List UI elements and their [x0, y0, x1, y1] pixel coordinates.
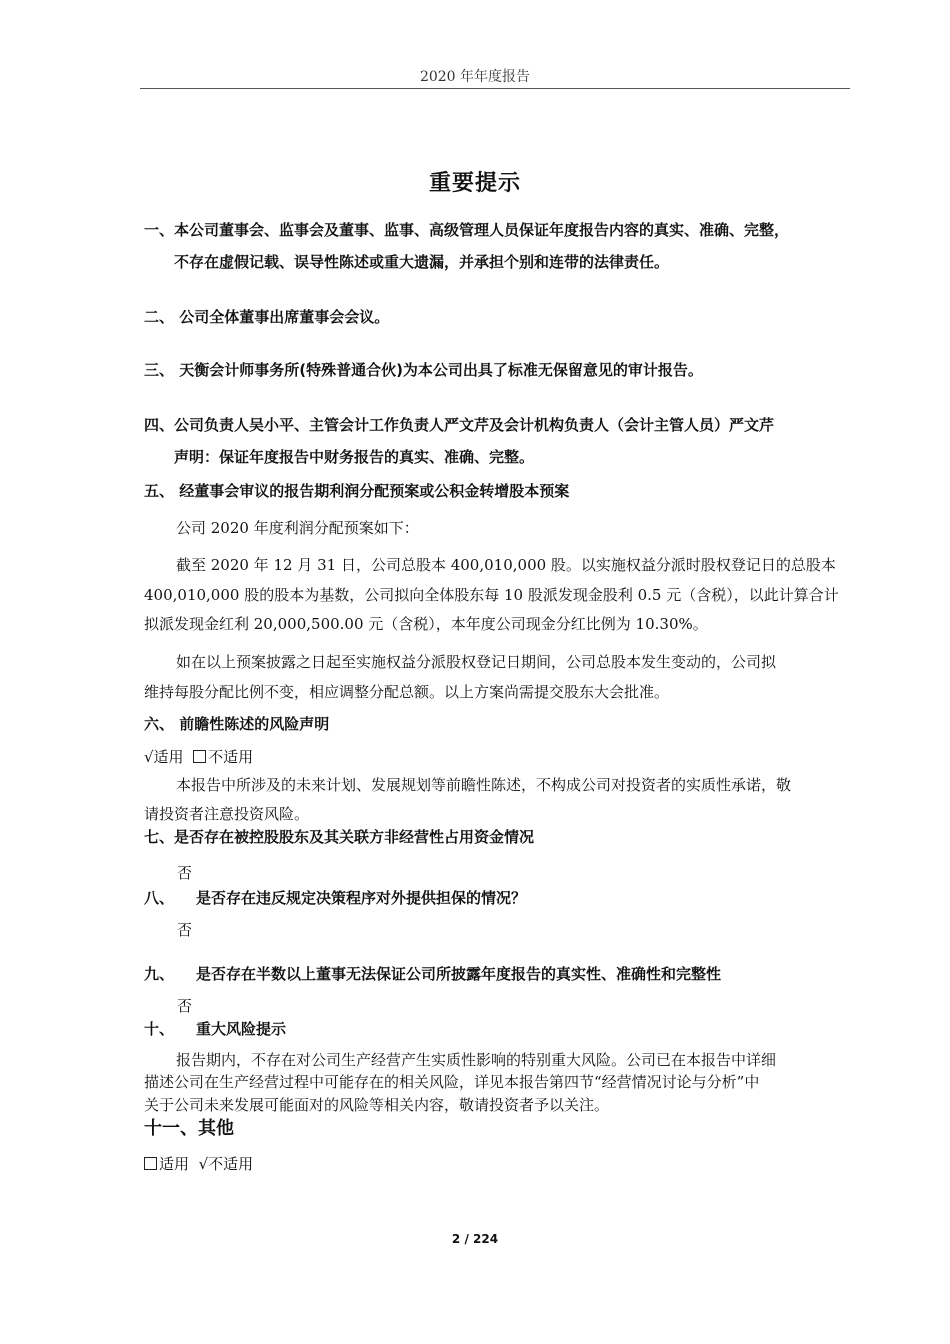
section-4-line1: 四、公司负责人吴小平、主管会计工作负责人严文芹及会计机构负责人（会计主管人员）严文芹 [144, 416, 775, 434]
section-11-heading: 十一、其他 [144, 1118, 234, 1139]
section-5-p3-line1: 如在以上预案披露之日起至实施权益分派股权登记日期间，公司总股本发生变动的，公司拟 [176, 653, 777, 671]
page-header: 2020 年年度报告 [419, 69, 531, 85]
section-10-p-line2: 描述公司在生产经营过程中可能存在的相关风险，详见本报告第四节“经营情况讨论与分析”中 [144, 1073, 760, 1091]
section-10-p-line1: 报告期内，不存在对公司生产经营产生实质性影响的特别重大风险。公司已在本报告中详细 [176, 1051, 777, 1069]
section-6-na-checkbox [193, 750, 206, 763]
section-3: 三、 天衡会计师事务所(特殊普通合伙)为本公司出具了标准无保留意见的审计报告。 [144, 361, 703, 379]
section-6-p-line1: 本报告中所涉及的未来计划、发展规划等前瞻性陈述，不构成公司对投资者的实质性承诺，敬 [176, 776, 792, 794]
header-divider [140, 88, 850, 89]
section-11-applicable-label: 适用 [159, 1155, 190, 1173]
section-9-answer: 否 [177, 997, 193, 1015]
section-7-answer: 否 [177, 864, 193, 882]
section-2: 二、 公司全体董事出席董事会会议。 [144, 308, 390, 326]
section-10-p-line3: 关于公司未来发展可能面对的风险等相关内容，敬请投资者予以关注。 [144, 1096, 610, 1114]
page-number: 2 / 224 [451, 1232, 499, 1246]
section-11-checkboxes [144, 1153, 253, 1174]
section-5-p2-line2: 400,010,000 股的股本为基数，公司拟向全体股东每 10 股派发现金股利 0.5 元（含税），以此计算合计 [144, 586, 839, 604]
section-6-na-label: 不适用 [208, 748, 254, 766]
page-title: 重要提示 [428, 171, 521, 196]
section-9-num: 九、 [144, 965, 175, 983]
section-8-answer: 否 [177, 921, 193, 939]
section-5-heading: 五、 经董事会审议的报告期利润分配预案或公积金转增股本预案 [144, 482, 570, 500]
section-1-line2: 不存在虚假记载、误导性陈述或重大遗漏，并承担个别和连带的法律责任。 [174, 253, 670, 271]
section-4-line2: 声明：保证年度报告中财务报告的真实、准确、完整。 [174, 448, 535, 466]
section-9-heading: 是否存在半数以上董事无法保证公司所披露年度报告的真实性、准确性和完整性 [196, 965, 722, 983]
section-8-heading: 是否存在违反规定决策程序对外提供担保的情况？ [196, 889, 527, 907]
section-1-line1: 一、本公司董事会、监事会及董事、监事、高级管理人员保证年度报告内容的真实、准确、完整， [144, 221, 790, 239]
section-10-heading: 重大风险提示 [196, 1020, 287, 1038]
section-10-num: 十、 [144, 1020, 175, 1038]
section-5-p2-line3: 拟派发现金红利 20,000,500.00 元（含税），本年度公司现金分红比例为 10.30%。 [144, 615, 708, 633]
section-6-checkboxes [144, 746, 253, 767]
section-6-heading: 六、 前瞻性陈述的风险声明 [144, 715, 330, 733]
section-5-p3-line2: 维持每股分配比例不变，相应调整分配总额。以上方案尚需提交股东大会批准。 [144, 683, 670, 701]
section-5-p2-line1: 截至 2020 年 12 月 31 日，公司总股本 400,010,000 股。以实施权益分派时股权登记日的总股本 [176, 556, 836, 574]
section-6-p-line2: 请投资者注意投资风险。 [144, 805, 310, 823]
section-8-num: 八、 [144, 889, 175, 907]
section-5-p1: 公司 2020 年度利润分配预案如下： [176, 519, 419, 537]
section-6-applicable-checked: √适用 [144, 748, 184, 766]
section-11-applicable-checkbox [144, 1157, 157, 1170]
section-7-heading: 七、是否存在被控股股东及其关联方非经营性占用资金情况 [144, 828, 535, 846]
section-11-na-checked: √不适用 [198, 1155, 254, 1173]
